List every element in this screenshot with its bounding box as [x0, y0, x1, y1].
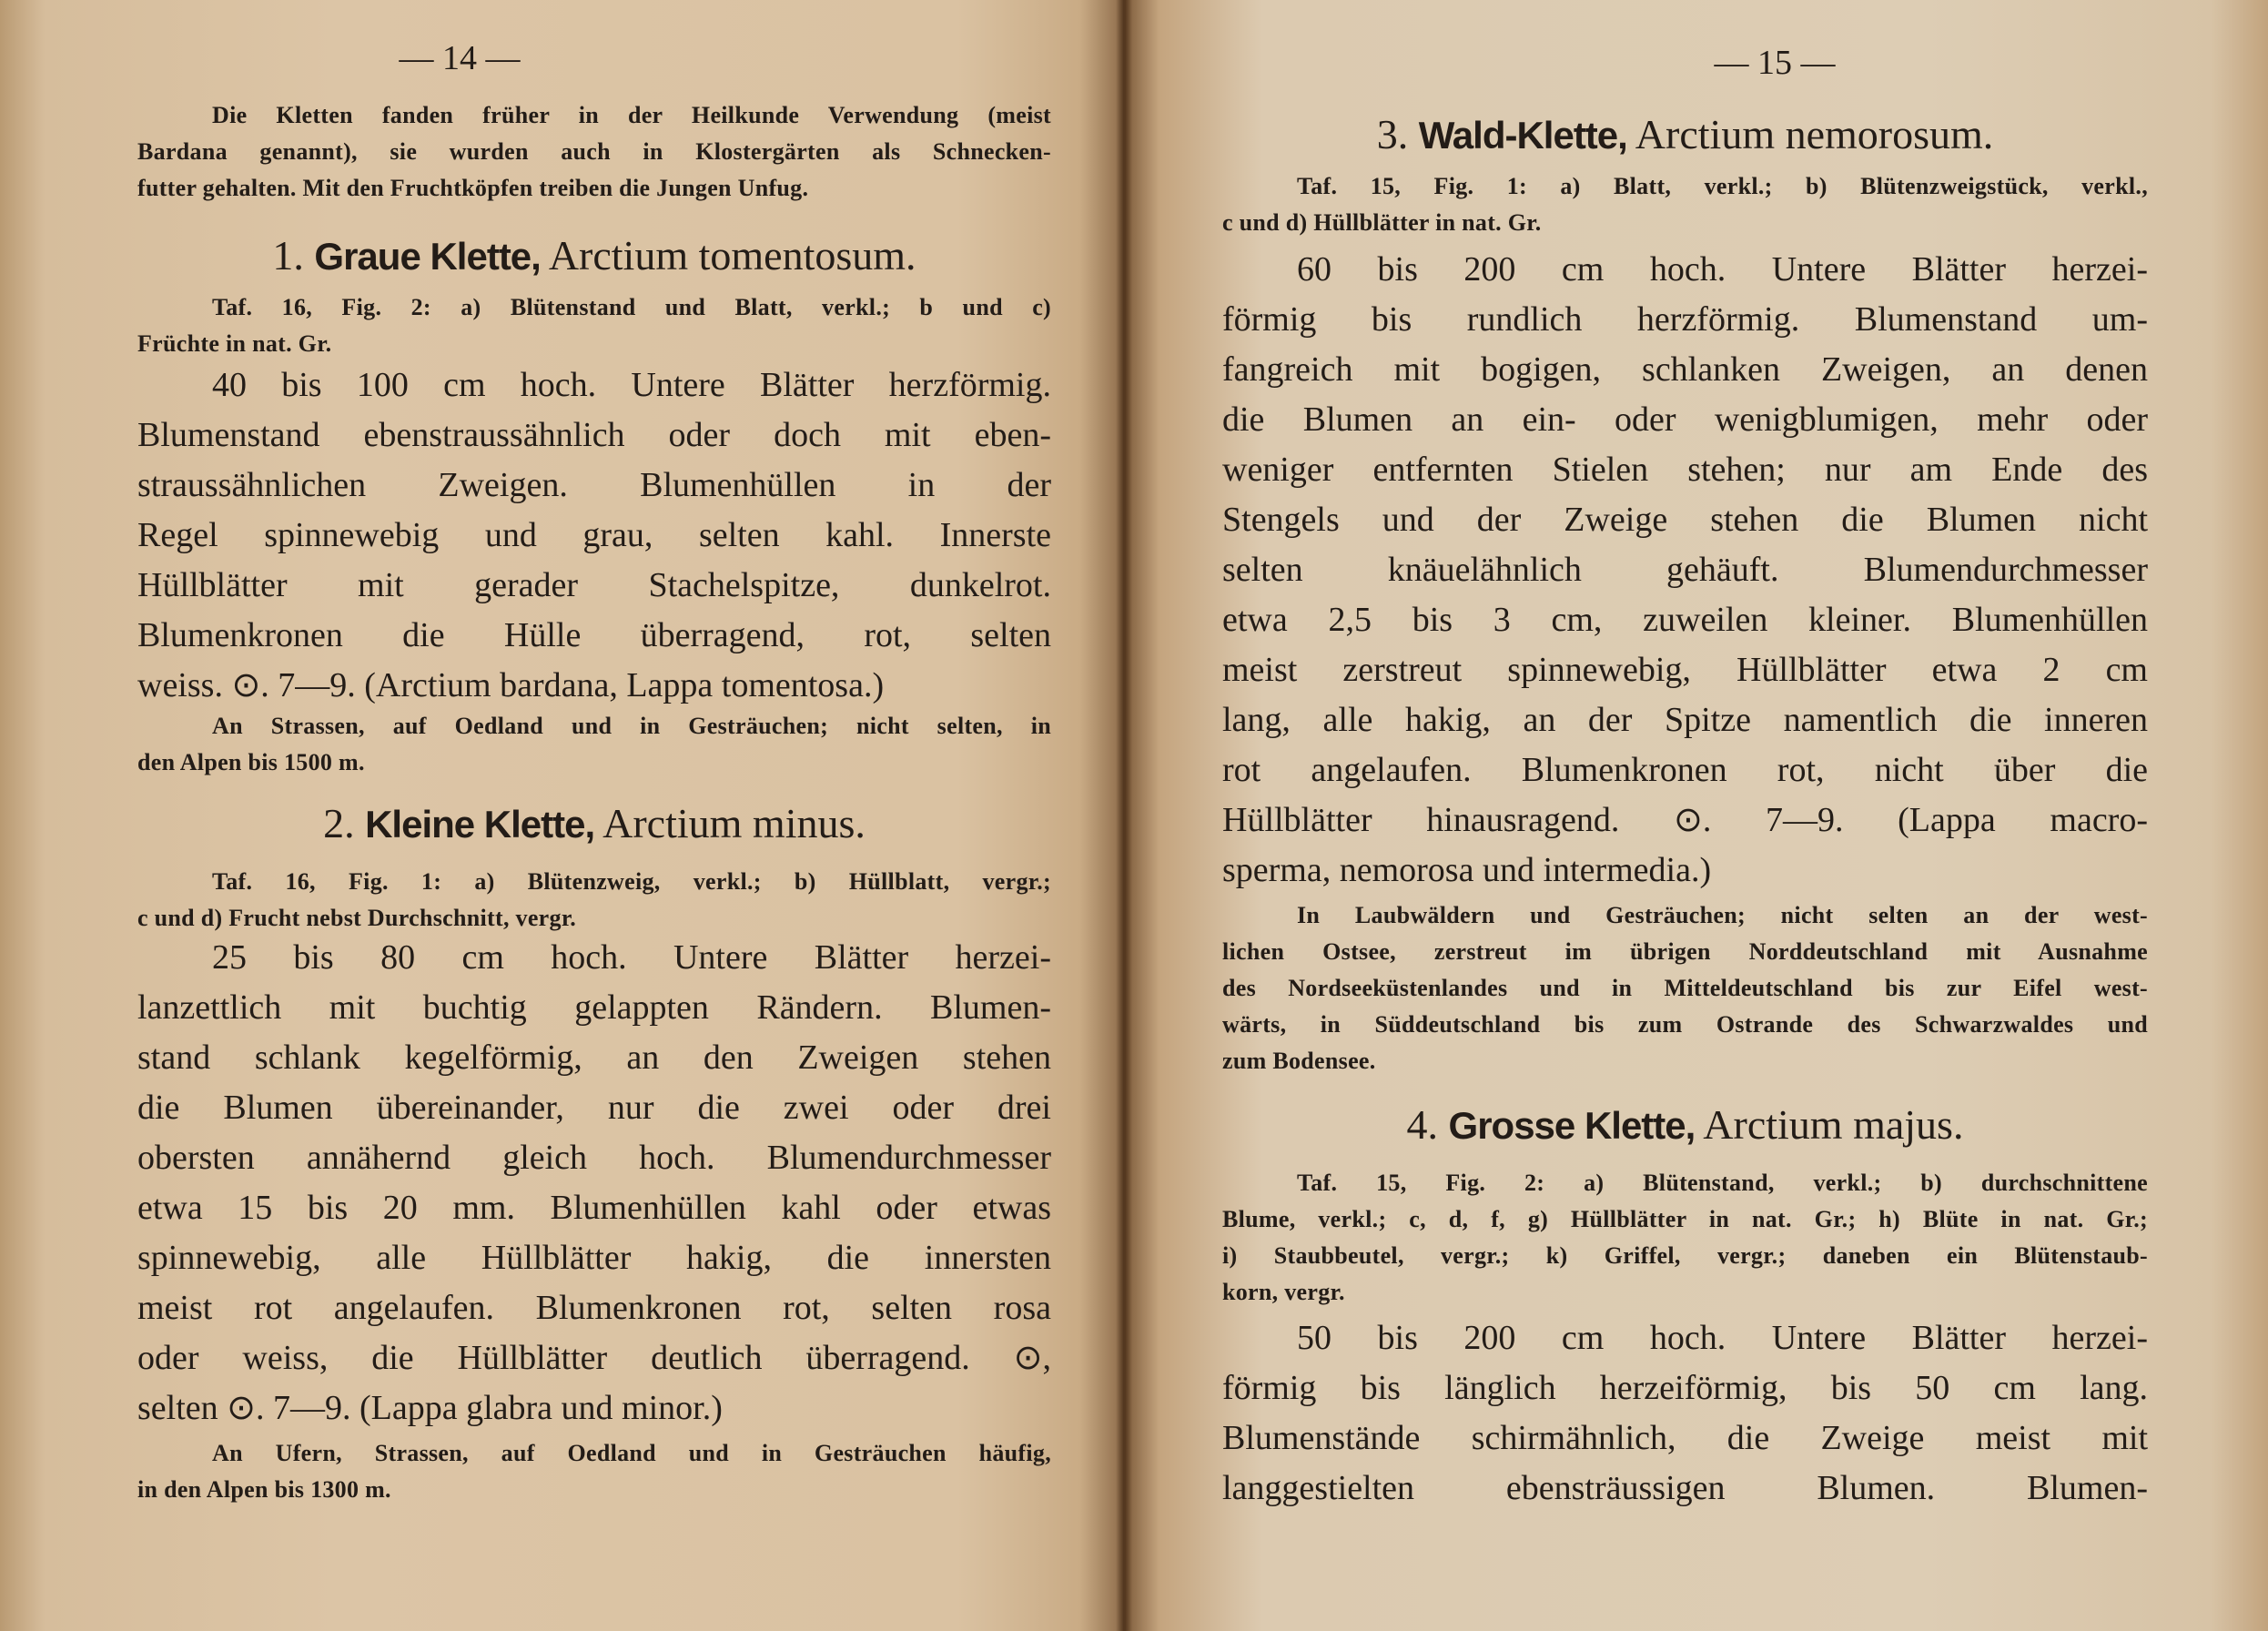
- text-line: obersten annähernd gleich hoch. Blumendurchmesser: [137, 1139, 1051, 1177]
- text-line: Taf. 15, Fig. 1: a) Blatt, verkl.; b) Blütenzweigstück, verkl.,: [1297, 173, 2148, 199]
- heading-number: 4.: [1406, 1101, 1439, 1148]
- text-line: Blumenstand ebenstraussähnlich oder doch mit eben-: [137, 416, 1051, 454]
- text-line: lichen Ostsee, zerstreut im übrigen Norddeutschland mit Ausnahme: [1222, 938, 2148, 965]
- page-number: — 15 —: [1714, 44, 1836, 82]
- heading-number: 3.: [1376, 111, 1409, 157]
- note-paragraph: [137, 708, 1051, 781]
- text-line: Die Kletten fanden früher in der Heilkunde Verwendung (meist: [212, 102, 1051, 128]
- text-line: 60 bis 200 cm hoch. Untere Blätter herzei-: [1297, 250, 2148, 289]
- text-line: förmig bis länglich herzeiförmig, bis 50 cm lang.: [1222, 1369, 2148, 1407]
- text-line: Hüllblätter hinausragend. ⊙. 7—9. (Lappa macro-: [1222, 801, 2148, 839]
- text-line: die Blumen übereinander, nur die zwei oder drei: [137, 1089, 1051, 1127]
- text-line: 25 bis 80 cm hoch. Untere Blätter herzei-: [212, 938, 1051, 977]
- note-paragraph: [1222, 168, 2148, 241]
- text-line: Bardana genannt), sie wurden auch in Klostergärten als Schnecken-: [137, 138, 1051, 165]
- heading-latin: Arctium tomentosum.: [548, 232, 916, 279]
- text-line: Blume, verkl.; c, d, f, g) Hüllblätter in nat. Gr.; h) Blüte in nat. Gr.;: [1222, 1206, 2148, 1232]
- text-line: förmig bis rundlich herzförmig. Blumenstand um-: [1222, 300, 2148, 339]
- description-paragraph: [137, 360, 1051, 711]
- text-line: die Blumen an ein- oder wenigblumigen, mehr oder: [1222, 400, 2148, 439]
- text-line: selten ⊙. 7—9. (Lappa glabra und minor.): [137, 1389, 723, 1427]
- text-line: rot angelaufen. Blumenkronen rot, nicht über die: [1222, 751, 2148, 789]
- text-line: lanzettlich mit buchtig gelappten Rändern. Blumen-: [137, 988, 1051, 1027]
- heading-name: Wald-Klette,: [1418, 114, 1627, 157]
- book-gutter: [1116, 0, 1132, 1631]
- text-line: in den Alpen bis 1300 m.: [137, 1476, 391, 1503]
- text-line: Hüllblätter mit gerader Stachelspitze, dunkelrot.: [137, 566, 1051, 604]
- left-page: [0, 0, 1125, 1631]
- note-paragraph: [1222, 1165, 2148, 1311]
- text-line: wärts, in Süddeutschland bis zum Ostrande des Schwarzwaldes und: [1222, 1011, 2148, 1038]
- heading-latin: Arctium minus.: [602, 800, 866, 846]
- text-line: sperma, nemorosa und intermedia.): [1222, 851, 1712, 889]
- text-line: langgestielten ebensträussigen Blumen. Blumen-: [1222, 1469, 2148, 1507]
- text-line: meist zerstreut spinnewebig, Hüllblätter etwa 2 cm: [1222, 651, 2148, 689]
- note-paragraph: [137, 1435, 1051, 1508]
- text-line: korn, vergr.: [1222, 1279, 1345, 1305]
- text-line: weiss. ⊙. 7—9. (Arctium bardana, Lappa tomentosa.): [137, 666, 885, 704]
- text-line: selten knäuelähnlich gehäuft. Blumendurchmesser: [1222, 551, 2148, 589]
- text-line: weniger entfernten Stielen stehen; nur am Ende des: [1222, 451, 2148, 489]
- text-line: Taf. 15, Fig. 2: a) Blütenstand, verkl.; b) durchschnittene: [1297, 1170, 2148, 1196]
- text-line: Taf. 16, Fig. 1: a) Blütenzweig, verkl.; b) Hüllblatt, vergr.;: [212, 868, 1051, 895]
- text-line: Früchte in nat. Gr.: [137, 330, 332, 357]
- text-line: c und d) Hüllblätter in nat. Gr.: [1222, 209, 1542, 236]
- description-paragraph: [1222, 245, 2148, 896]
- right-page: [1125, 0, 2268, 1631]
- text-line: des Nordseeküstenlandes und in Mitteldeutschland bis zur Eifel west-: [1222, 975, 2148, 1001]
- text-line: etwa 15 bis 20 mm. Blumenhüllen kahl oder etwas: [137, 1189, 1051, 1227]
- text-line: spinnewebig, alle Hüllblätter hakig, die innersten: [137, 1239, 1051, 1277]
- description-paragraph: [1222, 1313, 2148, 1514]
- text-line: lang, alle hakig, an der Spitze namentlich die inneren: [1222, 701, 2148, 739]
- page-number: — 14 —: [399, 39, 521, 77]
- species-heading: [137, 799, 1051, 847]
- text-line: oder weiss, die Hüllblätter deutlich überragend. ⊙,: [137, 1339, 1051, 1377]
- species-heading: [1222, 1100, 2148, 1149]
- species-heading: [137, 231, 1051, 279]
- text-line: c und d) Frucht nebst Durchschnitt, vergr.: [137, 905, 577, 931]
- text-line: Taf. 16, Fig. 2: a) Blütenstand und Blatt, verkl.; b und c): [212, 294, 1051, 320]
- heading-number: 1.: [272, 232, 304, 279]
- note-paragraph: [1222, 897, 2148, 1079]
- text-line: 40 bis 100 cm hoch. Untere Blätter herzförmig.: [212, 366, 1051, 404]
- text-line: i) Staubbeutel, vergr.; k) Griffel, vergr.; daneben ein Blütenstaub-: [1222, 1242, 2148, 1269]
- text-line: Blumenkronen die Hülle überragend, rot, selten: [137, 616, 1051, 654]
- heading-name: Graue Klette,: [314, 235, 541, 278]
- description-paragraph: [137, 933, 1051, 1433]
- text-line: In Laubwäldern und Gesträuchen; nicht selten an der west-: [1297, 902, 2148, 928]
- heading-name: Grosse Klette,: [1448, 1104, 1696, 1147]
- text-line: futter gehalten. Mit den Fruchtköpfen treiben die Jungen Unfug.: [137, 175, 809, 201]
- note-paragraph: [137, 864, 1051, 937]
- text-line: straussähnlichen Zweigen. Blumenhüllen in der: [137, 466, 1051, 504]
- text-line: Regel spinnewebig und grau, selten kahl. Innerste: [137, 516, 1051, 554]
- note-paragraph: [137, 97, 1051, 207]
- text-line: den Alpen bis 1500 m.: [137, 749, 365, 775]
- text-line: stand schlank kegelförmig, an den Zweigen stehen: [137, 1038, 1051, 1077]
- text-line: Blumenstände schirmähnlich, die Zweige meist mit: [1222, 1419, 2148, 1457]
- text-line: An Ufern, Strassen, auf Oedland und in Gesträuchen häufig,: [212, 1440, 1051, 1466]
- text-line: 50 bis 200 cm hoch. Untere Blätter herzei-: [1297, 1319, 2148, 1357]
- text-line: An Strassen, auf Oedland und in Gesträuchen; nicht selten, in: [212, 713, 1051, 739]
- heading-latin: Arctium majus.: [1703, 1101, 1964, 1148]
- text-line: meist rot angelaufen. Blumenkronen rot, selten rosa: [137, 1289, 1051, 1327]
- heading-latin: Arctium nemorosum.: [1635, 111, 1994, 157]
- text-line: fangreich mit bogigen, schlanken Zweigen, an denen: [1222, 350, 2148, 389]
- text-line: etwa 2,5 bis 3 cm, zuweilen kleiner. Blumenhüllen: [1222, 601, 2148, 639]
- text-line: zum Bodensee.: [1222, 1048, 1376, 1074]
- text-line: Stengels und der Zweige stehen die Blumen nicht: [1222, 501, 2148, 539]
- heading-number: 2.: [323, 800, 355, 846]
- species-heading: [1222, 110, 2148, 158]
- heading-name: Kleine Klette,: [365, 803, 595, 846]
- note-paragraph: [137, 289, 1051, 362]
